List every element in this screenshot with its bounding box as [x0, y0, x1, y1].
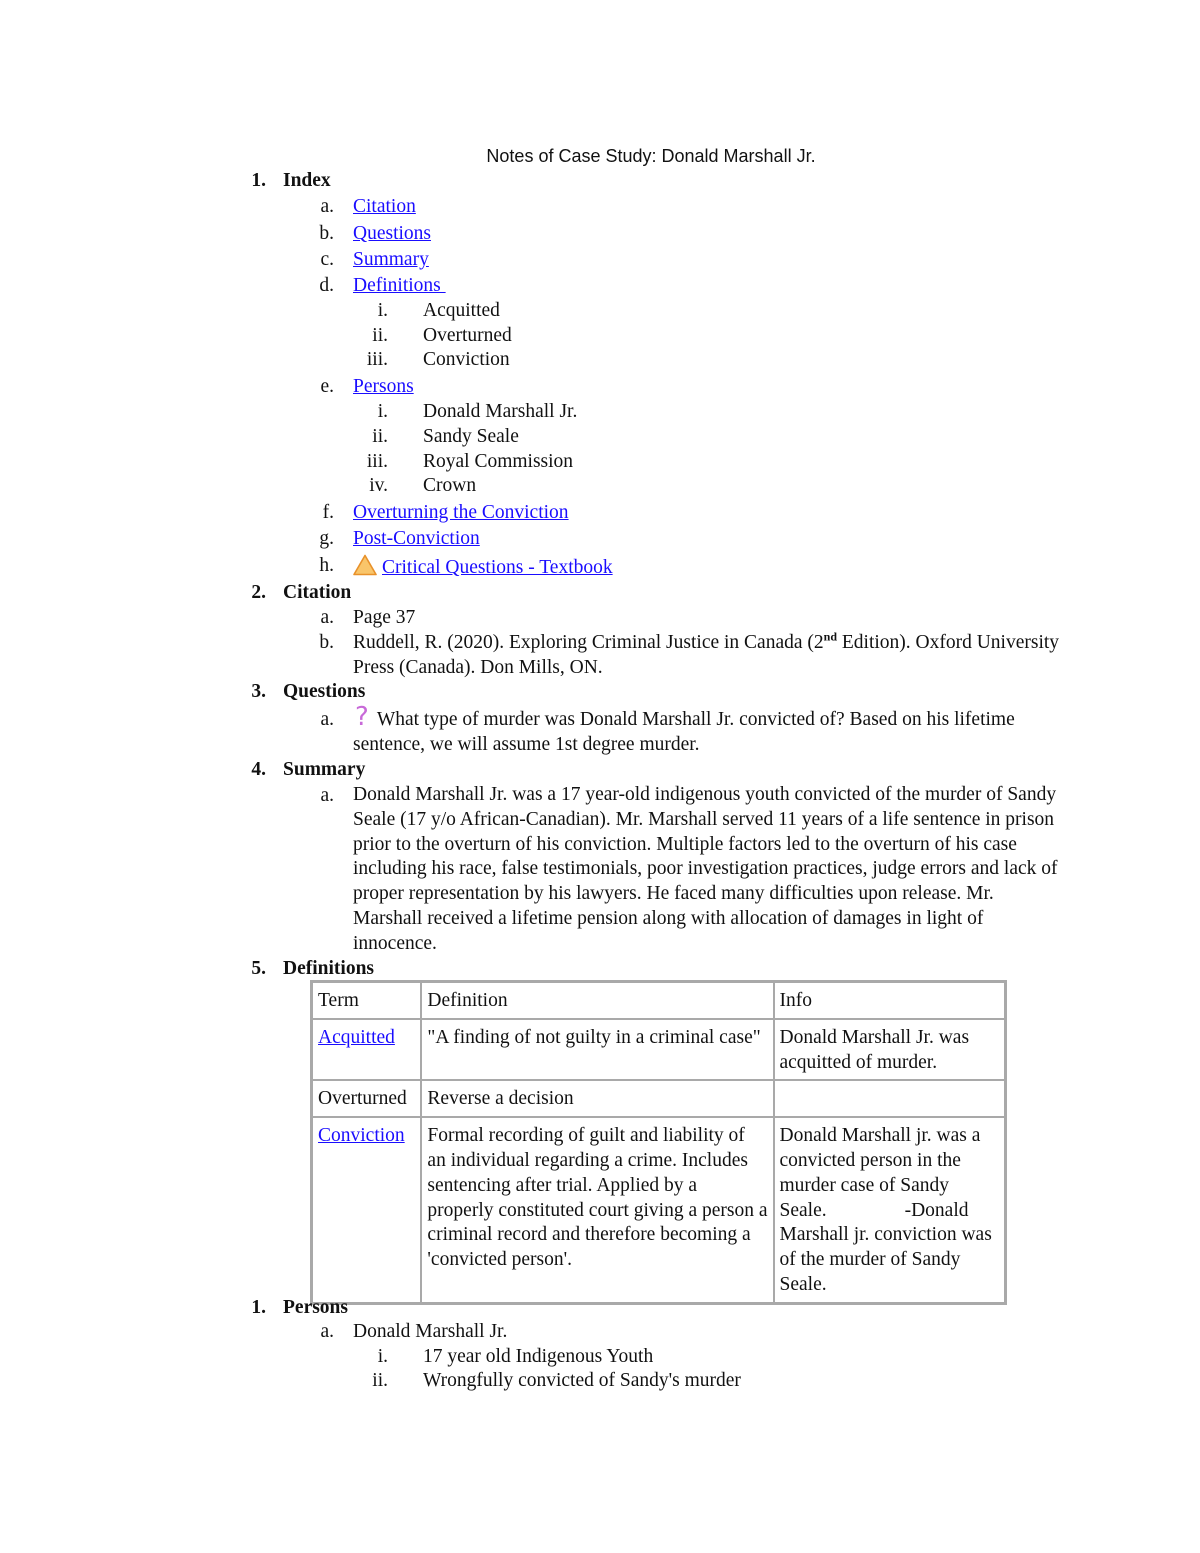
- index-link-post-conviction[interactable]: Post-Conviction: [353, 528, 480, 549]
- term-cell: Overturned: [312, 1080, 422, 1117]
- citation-reference: [353, 631, 1063, 681]
- list-number: iii.: [366, 451, 388, 472]
- list-number: d.: [319, 275, 334, 296]
- definition-cell: Formal recording of guilt and liability of an individual regarding a crime. Includes sentencing after trial. Applied by a properly constituted court giving a person a criminal record and therefore becoming a 'convicted person'.: [421, 1117, 773, 1303]
- question-text-block: [353, 702, 1063, 758]
- sub-item-label: Conviction: [423, 349, 510, 370]
- list-number: f.: [322, 502, 334, 523]
- index-link-persons[interactable]: Persons: [353, 376, 414, 397]
- list-number: 2.: [251, 582, 266, 603]
- definition-cell: Reverse a decision: [421, 1080, 773, 1117]
- list-number: ii.: [372, 1370, 388, 1391]
- index-link-overturning[interactable]: Overturning the Conviction: [353, 502, 569, 523]
- list-number: iii.: [366, 349, 388, 370]
- index-link-questions[interactable]: Questions: [353, 223, 431, 244]
- table-header-definition: Definition: [421, 982, 773, 1019]
- list-number: 3.: [251, 681, 266, 702]
- definition-cell: "A finding of not guilty in a criminal case": [421, 1019, 773, 1081]
- list-number: a.: [320, 1321, 334, 1342]
- list-number: iv.: [369, 475, 388, 496]
- list-number: 4.: [251, 759, 266, 780]
- index-link-citation[interactable]: Citation: [353, 196, 416, 217]
- summary-text: Donald Marshall Jr. was a 17 year-old indigenous youth convicted of the murder of Sandy Seale (17 y/o African-Canadian). Mr. Marshall served 11 years of a life sentence in prison prior to the overturn of his conviction. Multiple factors led to the overturn of his case including his race, false testimonials, poor investigation practices, judge errors and lack of proper representation by his lawyers. He faced many difficulties upon release. Mr. Marshall received a lifetime pension along with allocation of damages in light of innocence.: [353, 784, 1058, 954]
- list-number: c.: [320, 249, 334, 270]
- list-number: 5.: [251, 958, 266, 979]
- sub-item-label: Donald Marshall Jr.: [423, 401, 578, 422]
- list-number: a.: [320, 607, 334, 628]
- index-link-summary[interactable]: Summary: [353, 249, 429, 270]
- person-detail: Wrongfully convicted of Sandy's murder: [423, 1370, 741, 1391]
- warning-triangle-icon: [353, 554, 377, 576]
- list-number: e.: [320, 376, 334, 397]
- sub-item-label: Sandy Seale: [423, 426, 519, 447]
- table-row: [312, 1080, 1006, 1117]
- list-number: b.: [319, 223, 334, 244]
- critical-questions-entry: [353, 554, 613, 580]
- citation-text: Edition). Oxford University Press (Canada). Don Mills, ON.: [353, 632, 1060, 678]
- list-number: b.: [319, 632, 334, 653]
- list-number: ii.: [372, 325, 388, 346]
- index-link-critical-questions[interactable]: Critical Questions - Textbook: [382, 557, 613, 578]
- list-number: g.: [319, 528, 334, 549]
- person-detail: 17 year old Indigenous Youth: [423, 1346, 654, 1367]
- sub-item-label: Acquitted: [423, 300, 500, 321]
- table-row: [312, 1117, 1006, 1303]
- sub-item-label: Royal Commission: [423, 451, 574, 472]
- term-cell: [312, 1019, 422, 1081]
- summary-heading: Summary: [283, 759, 366, 780]
- table-header-term: Term: [312, 982, 422, 1019]
- person-name: Donald Marshall Jr.: [353, 1321, 508, 1342]
- info-cell: Donald Marshall Jr. was acquitted of murder.: [774, 1019, 1006, 1081]
- list-number: i.: [377, 401, 388, 422]
- table-row: [312, 1019, 1006, 1081]
- info-cell: [774, 1080, 1006, 1117]
- list-number: 1.: [251, 1297, 266, 1318]
- document-title: Notes of Case Study: Donald Marshall Jr.: [486, 146, 816, 166]
- definitions-table: [310, 980, 1007, 1305]
- citation-text: Ruddell, R. (2020). Exploring Criminal Justice in Canada (2: [353, 632, 824, 653]
- info-cell: Donald Marshall jr. was a convicted person in the murder case of Sandy Seale. -Donald Marshall jr. conviction was of the murder of Sandy Seale.: [774, 1117, 1006, 1303]
- index-heading: Index: [283, 170, 331, 191]
- citation-page: Page 37: [353, 607, 416, 628]
- citation-heading: Citation: [283, 582, 352, 603]
- sub-item-label: Crown: [423, 475, 477, 496]
- list-number: i.: [377, 1346, 388, 1367]
- sub-item-label: Overturned: [423, 325, 512, 346]
- list-number: 1.: [251, 170, 266, 191]
- list-number: a.: [320, 196, 334, 217]
- questions-heading: Questions: [283, 681, 366, 702]
- table-header-info: Info: [774, 982, 1006, 1019]
- list-number: a.: [320, 709, 334, 730]
- list-number: i.: [377, 300, 388, 321]
- table-header-row: [312, 982, 1006, 1019]
- question-mark-icon: ?: [355, 702, 369, 732]
- list-number: a.: [320, 785, 334, 806]
- citation-superscript: nd: [823, 629, 837, 644]
- term-link-acquitted[interactable]: Acquitted: [318, 1026, 395, 1048]
- list-number: ii.: [372, 426, 388, 447]
- term-link-conviction[interactable]: Conviction: [318, 1125, 405, 1147]
- persons-heading: Persons: [283, 1297, 348, 1318]
- definitions-heading: Definitions: [283, 958, 375, 979]
- index-link-definitions[interactable]: Definitions: [353, 275, 446, 296]
- term-cell: [312, 1117, 422, 1303]
- list-number: h.: [319, 555, 334, 576]
- question-text: What type of murder was Donald Marshall Jr. convicted of? Based on his lifetime sentence, we will assume 1st degree murder.: [353, 709, 1015, 755]
